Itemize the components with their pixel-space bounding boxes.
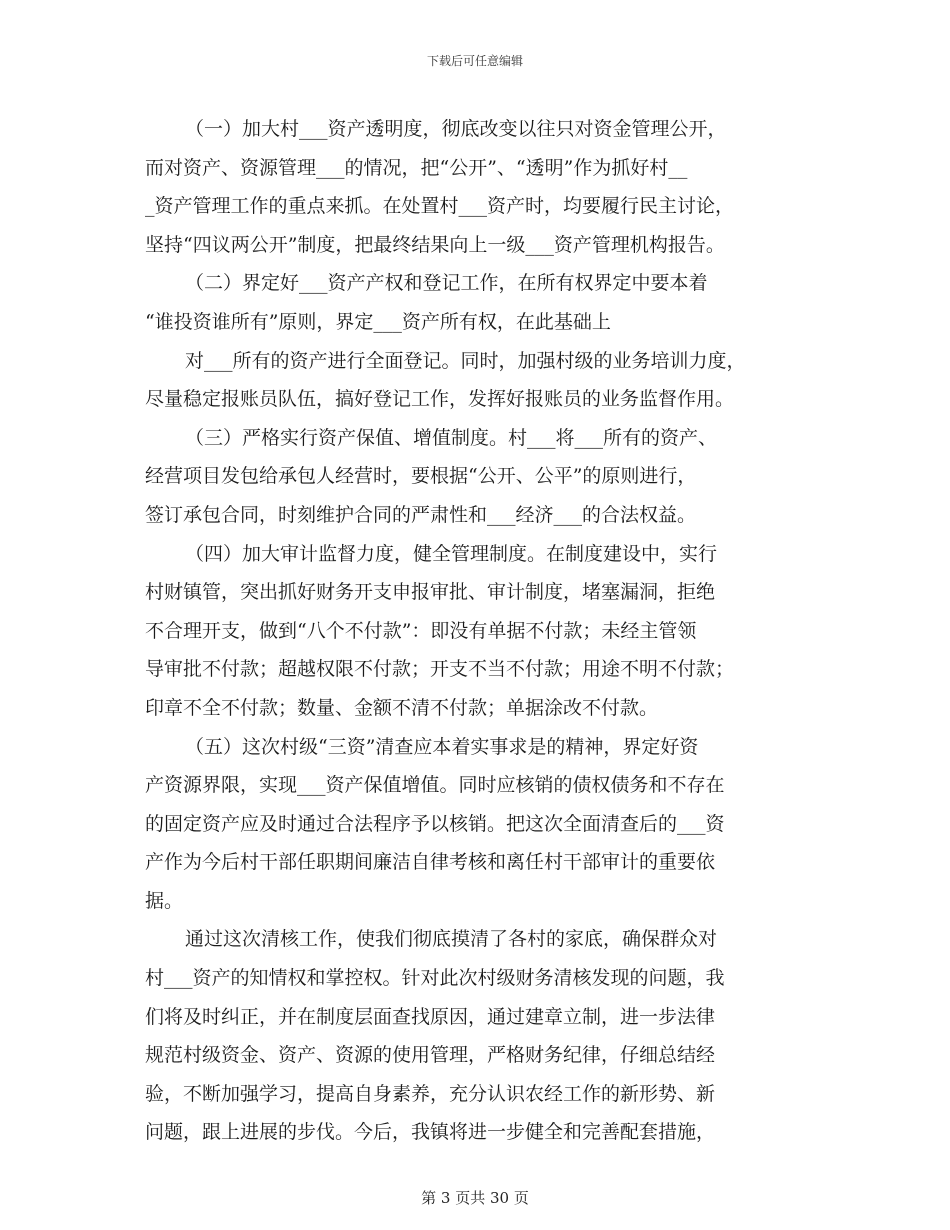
paragraph-5-line: （五）这次村级“三资”清查应本着实事求是的精神，界定好资 [185, 735, 699, 758]
paragraph-4-line: 导审批不付款；超越权限不付款；开支不当不付款；用途不明不付款； [145, 658, 735, 681]
paragraph-1-line: 而对资产、资源管理___的情况，把“公开”、“透明”作为抓好村__ [145, 156, 688, 179]
paragraph-2-line: “谁投资谁所有”原则，界定___资产所有权，在此基础上 [145, 310, 611, 333]
paragraph-6-line: 规范村级资金、资产、资源的使用管理，严格财务纪律，仔细总结经 [145, 1044, 716, 1067]
body-text [145, 110, 805, 1152]
paragraph-5-line: 产资源界限，实现___资产保值增值。同时应核销的债权债务和不存在 [145, 774, 725, 797]
paragraph-1-line: _资产管理工作的重点来抓。在处置村___资产时，均要履行民主讨论， [145, 195, 735, 218]
paragraph-5-line: 的固定资产应及时通过合法程序予以核销。把这次全面清查后的___资 [145, 812, 725, 835]
paragraph-2-line: 尽量稳定报账员队伍，搞好登记工作，发挥好报账员的业务监督作用。 [145, 388, 735, 411]
paragraph-2-line: 对___所有的资产进行全面登记。同时，加强村级的业务培训力度， [185, 349, 746, 372]
page-header: 下载后可任意编辑 [426, 54, 523, 68]
paragraph-3-line: 签订承包合同，时刻维护合同的严肃性和___经济___的合法权益。 [145, 503, 697, 526]
paragraph-3-line: （三）严格实行资产保值、增值制度。村___将___所有的资产、 [185, 426, 718, 449]
paragraph-4-line: （四）加大审计监督力度，健全管理制度。在制度建设中，实行 [185, 542, 718, 565]
paragraph-6-line: 村___资产的知情权和掌控权。针对此次村级财务清核发现的问题，我 [145, 967, 725, 990]
paragraph-2-line: （二）界定好___资产产权和登记工作，在所有权界定中要本着 [185, 272, 708, 295]
paragraph-5-line: 据。 [145, 889, 184, 912]
paragraph-6-line: 验，不断加强学习，提高自身素养，充分认识农经工作的新形势、新 [145, 1082, 716, 1105]
paragraph-6-line: 们将及时纠正，并在制度层面查找原因，通过建章立制，进一步法律 [145, 1005, 716, 1028]
page-number-footer: 第 3 页共 30 页 [421, 1189, 529, 1207]
paragraph-1-line: （一）加大村___资产透明度，彻底改变以往只对资金管理公开， [185, 118, 727, 140]
paragraph-1-line: 坚持“四议两公开”制度，把最终结果向上一级___资产管理机构报告。 [145, 233, 725, 256]
paragraph-6-line: 问题，跟上进展的步伐。今后，我镇将进一步健全和完善配套措施， [145, 1121, 716, 1144]
paragraph-4-line: 印章不全不付款；数量、金额不清不付款；单据涂改不付款。 [145, 696, 659, 719]
paragraph-4-line: 村财镇管，突出抓好财务开支申报审批、审计制度，堵塞漏洞，拒绝 [145, 581, 716, 604]
paragraph-6-line: 通过这次清核工作，使我们彻底摸清了各村的家底，确保群众对 [185, 928, 718, 951]
paragraph-3-line: 经营项目发包给承包人经营时，要根据“公开、公平”的原则进行， [145, 465, 697, 488]
paragraph-4-line: 不合理开支，做到“八个不付款”：即没有单据不付款；未经主管领 [145, 619, 697, 642]
paragraph-5-line: 产作为今后村干部任职期间廉洁自律考核和离任村干部审计的重要依 [145, 851, 716, 874]
